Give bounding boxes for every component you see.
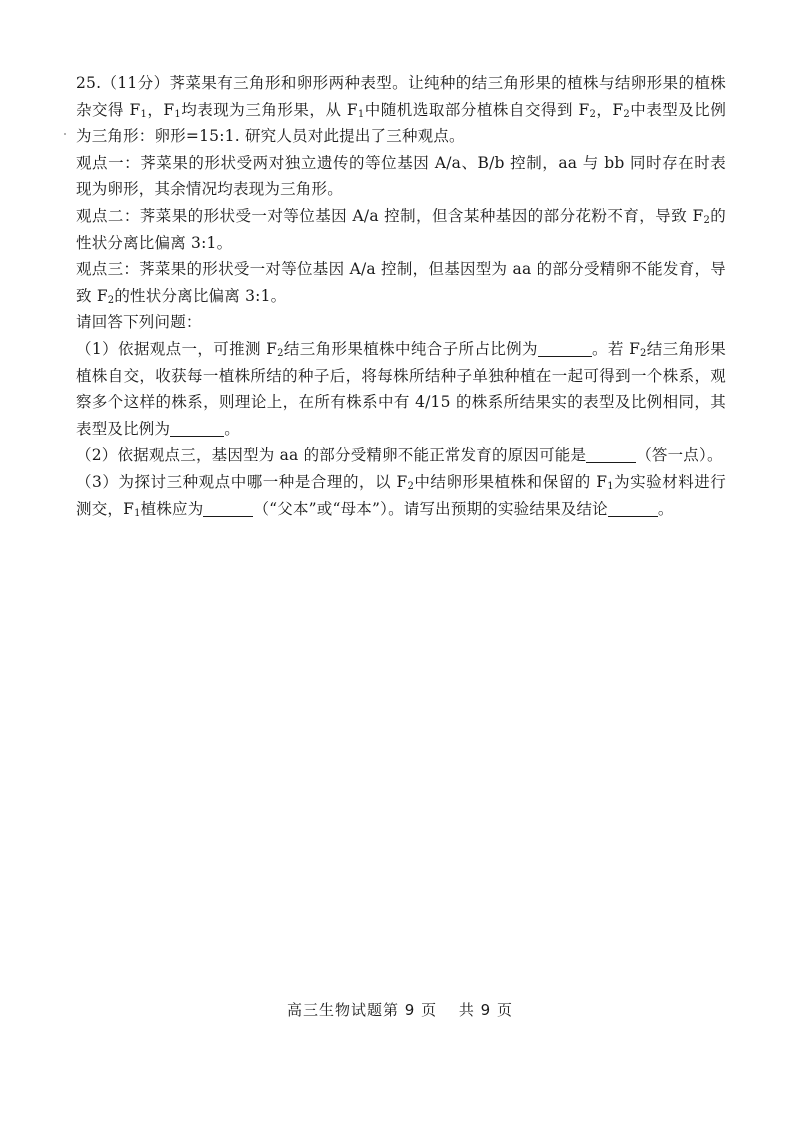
answer-prompt: 请回答下列问题： [76, 313, 202, 332]
page-total: 共 9 页 [458, 1001, 513, 1019]
viewpoint-two: 观点二：荠菜果的形状受一对等位基因 A/a 控制，但含某种基因的部分花粉不育，导致 $F_2$的性状分离比偏离 3:1。 [76, 206, 726, 252]
page-footer [0, 999, 800, 1020]
answer-blank-1[interactable] [538, 340, 592, 357]
sub-question-3: （3）为探讨三种观点中哪一种是合理的，以 $F_2$中结卵形果植株和保留的 $F_1$为实验材料进行测交，$F_1$植株应为 （“父本”或“母本”）。请写出预期的实验结果及结论 。 [76, 472, 726, 519]
answer-blank-4[interactable] [203, 500, 253, 517]
page-number: 高三生物试题第 9 页 [287, 1001, 438, 1019]
question-intro: 25.（11分）荠菜果有三角形和卵形两种表型。让纯种的结三角形果的植株与结卵形果的植株杂交得 $F_1$，$F_1$均表现为三角形果，从 $F_1$中随机选取部分植株自交得到 $F_2$，$F_2$中表型及比例为三角形：卵形=15:1. 研究人员对此提出了三种观点。 [76, 74, 727, 146]
sub-question-1: （1）依据观点一，可推测 $F_2$结三角形果植株中纯合子所占比例为 。若 $F_2$结三角形果植株自交，收获每一植株所结的种子后，将每株所结种子单独种植在一起可得到一个株系，观察多个这样的株系，则理论上，在所有株系中有 4/15 的株系所结果实的表型及比例相同，其表型及比例为 。 [76, 339, 726, 438]
scan-speck [64, 133, 66, 135]
answer-blank-5[interactable] [608, 500, 658, 517]
sub-question-2: （2）依据观点三，基因型为 aa 的部分受精卵不能正常发育的原因可能是 （答一点）。 [76, 446, 723, 465]
answer-blank-3[interactable] [586, 447, 636, 464]
question-25 [76, 70, 726, 522]
viewpoint-one: 观点一：荠菜果的形状受两对独立遗传的等位基因 A/a、B/b 控制，aa 与 bb 同时存在时表现为卵形，其余情况均表现为三角形。 [76, 153, 726, 199]
answer-blank-2[interactable] [170, 420, 224, 437]
viewpoint-three: 观点三：荠菜果的形状受一对等位基因 A/a 控制，但基因型为 aa 的部分受精卵不能发育，导致 $F_2$的性状分离比偏离 3:1。 [76, 260, 726, 306]
